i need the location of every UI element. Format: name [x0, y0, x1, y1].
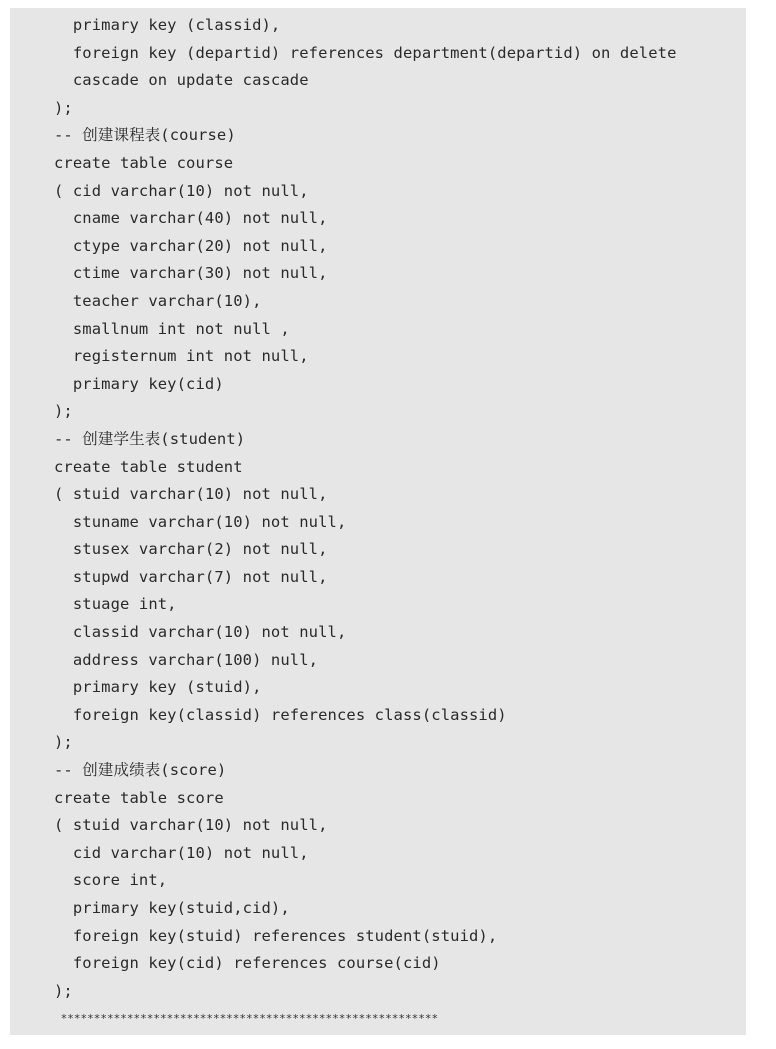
code-line: );	[54, 98, 73, 117]
code-line: primary key(cid)	[54, 374, 224, 393]
code-comment-line: -- 创建成绩表(score)	[54, 761, 227, 780]
code-line: create table student	[54, 457, 243, 476]
code-line: stuage int,	[54, 595, 177, 614]
code-line: stupwd varchar(7) not null,	[54, 567, 328, 586]
code-line: ctype varchar(20) not null,	[54, 236, 328, 255]
code-line: teacher varchar(10),	[54, 291, 262, 310]
code-line: foreign key (departid) references department(departid) on delete	[54, 43, 677, 62]
code-lines	[54, 12, 677, 1033]
code-line: create table course	[54, 153, 234, 172]
code-line: smallnum int not null ,	[54, 319, 290, 338]
code-line: score int,	[54, 871, 168, 890]
code-line: foreign key(classid) references class(classid)	[54, 705, 507, 724]
code-line: address varchar(100) null,	[54, 650, 319, 669]
code-line: );	[54, 733, 73, 752]
code-line: ( stuid varchar(10) not null,	[54, 485, 328, 504]
code-line: registernum int not null,	[54, 347, 309, 366]
code-line: foreign key(cid) references course(cid)	[54, 954, 441, 973]
code-line: primary key (classid),	[54, 16, 281, 34]
code-line: ctime varchar(30) not null,	[54, 264, 328, 283]
code-line: );	[54, 981, 73, 1000]
code-listing-panel	[10, 8, 746, 1035]
code-line: classid varchar(10) not null,	[54, 623, 347, 642]
code-line: foreign key(stuid) references student(stuid),	[54, 926, 498, 945]
code-line: create table score	[54, 788, 224, 807]
code-comment-line: -- 创建学生表(student)	[54, 429, 246, 448]
code-line: ( stuid varchar(10) not null,	[54, 816, 328, 835]
separator-stars: *********************************************************	[54, 1012, 439, 1026]
code-line: );	[54, 402, 73, 421]
code-line: stuname varchar(10) not null,	[54, 512, 347, 531]
code-line: cid varchar(10) not null,	[54, 843, 309, 862]
code-line: primary key (stuid),	[54, 678, 262, 697]
code-line: cname varchar(40) not null,	[54, 209, 328, 228]
code-line: ( cid varchar(10) not null,	[54, 181, 309, 200]
code-line: cascade on update cascade	[54, 71, 309, 90]
code-comment-line: -- 创建课程表(course)	[54, 126, 236, 145]
code-line: primary key(stuid,cid),	[54, 899, 290, 917]
code-line: stusex varchar(2) not null,	[54, 540, 328, 559]
